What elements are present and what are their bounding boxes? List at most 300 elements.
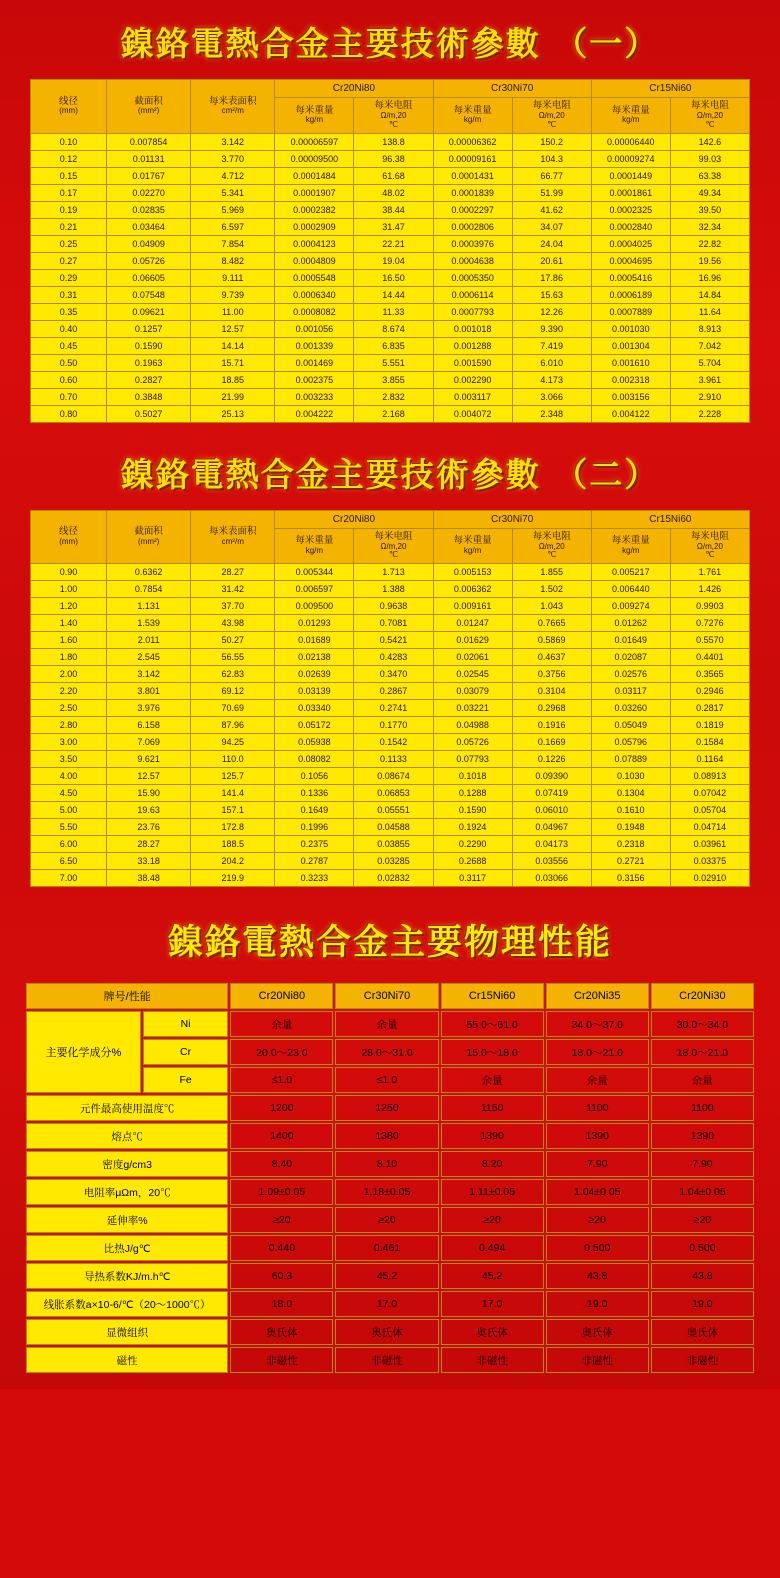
table-row [26,1347,754,1373]
table-cell: 15.90 [107,785,191,802]
table-row [31,700,750,717]
table-cell: 0.01689 [275,632,354,649]
table-cell: 0.02270 [107,184,191,201]
table-cell: 0.0006189 [591,286,670,303]
table-cell: 1.04±0.05 [651,1179,754,1205]
table-cell: 0.03340 [275,700,354,717]
table-cell: 157.1 [191,802,275,819]
table-cell: 0.009274 [591,598,670,615]
table-cell: 63.38 [670,167,749,184]
cell-wire-diameter: 5.50 [31,819,107,836]
table-row [31,269,750,286]
table-cell: 2.832 [354,388,433,405]
cell-wire-diameter: 0.10 [31,133,107,150]
table-cell: 0.0001907 [275,184,354,201]
table-cell: 0.002290 [433,371,512,388]
table-cell: 0.1018 [433,768,512,785]
table-cell: 0.04988 [433,717,512,734]
page-title-part1: 鎳鉻電熱合金主要技術參數 （一） [120,24,660,63]
cell-wire-diameter: 0.25 [31,235,107,252]
table-cell: 0.1649 [275,802,354,819]
table-cell: 20.61 [512,252,591,269]
table-cell: 4.173 [512,371,591,388]
row-header-property: 延伸率% [26,1207,228,1233]
table-cell: 0.2867 [354,683,433,700]
table-row [31,632,750,649]
table-cell: 219.9 [191,870,275,887]
section-spec-part1 [0,0,780,423]
table-cell: 0.006362 [433,581,512,598]
cell-wire-diameter: 1.00 [31,581,107,598]
group-header-cr20ni80: Cr20Ni80 [275,510,433,528]
table-cell: 0.1924 [433,819,512,836]
table-row [31,717,750,734]
table-cell: 20.0～23.0 [230,1039,333,1065]
table-row [26,1123,754,1149]
table-cell: 0.7276 [670,615,749,632]
physical-col-header-cr20ni80: Cr20Ni80 [230,983,333,1009]
row-header-property: 熔点℃ [26,1123,228,1149]
table-cell: 48.02 [354,184,433,201]
table-cell: 0.461 [335,1235,438,1261]
table-cell: 0.02087 [591,649,670,666]
table-cell: 5.551 [354,354,433,371]
table-cell: 0.01247 [433,615,512,632]
table-cell: 0.3104 [512,683,591,700]
table-cell: 61.68 [354,167,433,184]
table-cell: 0.05726 [107,252,191,269]
table-cell: 1.855 [512,564,591,581]
table-row [26,1319,754,1345]
col-header-surface [191,510,275,564]
table-cell: 0.0005548 [275,269,354,286]
table-cell: 奥氏体 [651,1319,754,1345]
cell-wire-diameter: 6.50 [31,853,107,870]
table-cell: 非磁性 [335,1347,438,1373]
spec-table-part2 [30,510,750,888]
table-row [31,388,750,405]
table-cell: 0.1030 [591,768,670,785]
table-row [31,235,750,252]
physical-table-body [26,1011,754,1373]
table-cell: 2.228 [670,405,749,422]
table-cell: 6.597 [191,218,275,235]
table-head-part1 [31,80,750,134]
row-header-property: 显微组织 [26,1319,228,1345]
table-cell: 0.01649 [591,632,670,649]
table-cell: 0.1770 [354,717,433,734]
table-cell: 8.482 [191,252,275,269]
table-wrapper-part2 [0,510,780,888]
table-cell: 0.009161 [433,598,512,615]
table-row [26,1095,754,1121]
table-cell: 0.00009161 [433,150,512,167]
table-row [26,1207,754,1233]
table-cell: 43.8 [651,1263,754,1289]
table-cell: 0.3233 [275,870,354,887]
table-cell: 奥氏体 [230,1319,333,1345]
table-cell: 0.2741 [354,700,433,717]
table-cell: 0.00006362 [433,133,512,150]
table-cell: 39.50 [670,201,749,218]
table-cell: 0.05726 [433,734,512,751]
table-row [31,303,750,320]
table-row [31,371,750,388]
table-cell: 1.713 [354,564,433,581]
table-cell: 3.142 [191,133,275,150]
table-cell: 11.64 [670,303,749,320]
table-cell: 1400 [230,1123,333,1149]
table-cell: 余量 [441,1067,544,1093]
table-cell: 0.3117 [433,870,512,887]
table-cell: 0.03260 [591,700,670,717]
table-cell: ≥20 [651,1207,754,1233]
table-row [31,218,750,235]
table-cell: 43.8 [546,1263,649,1289]
label-area-unit: (mm²) [137,106,160,116]
table-cell: 7.854 [191,235,275,252]
table-cell: 非磁性 [441,1347,544,1373]
table-cell: 22.82 [670,235,749,252]
table-cell: 0.06605 [107,269,191,286]
cell-wire-diameter: 1.60 [31,632,107,649]
table-cell: 17.86 [512,269,591,286]
table-cell: 0.2375 [275,836,354,853]
cell-wire-diameter: 7.00 [31,870,107,887]
cell-wire-diameter: 0.31 [31,286,107,303]
physical-properties-table [24,981,756,1375]
cell-wire-diameter: 0.35 [31,303,107,320]
table-row [31,150,750,167]
table-row [26,1235,754,1261]
table-cell: 0.003156 [591,388,670,405]
table-cell: 31.42 [191,581,275,598]
table-cell: 0.0006114 [433,286,512,303]
table-body-part2 [31,564,750,887]
table-cell: 5.969 [191,201,275,218]
table-cell: 0.03117 [591,683,670,700]
table-cell: 0.005153 [433,564,512,581]
table-cell: 0.0001449 [591,167,670,184]
table-cell: 0.0002382 [275,201,354,218]
cell-wire-diameter: 2.20 [31,683,107,700]
table-cell: 0.4283 [354,649,433,666]
cell-wire-diameter: 0.80 [31,405,107,422]
table-cell: 2.348 [512,405,591,422]
table-cell: 0.1963 [107,354,191,371]
table-cell: 9.739 [191,286,275,303]
table-cell: ≥20 [335,1207,438,1233]
table-cell: 7.90 [651,1151,754,1177]
table-cell: 1390 [441,1123,544,1149]
table-cell: 0.1948 [591,819,670,836]
table-cell: 0.002375 [275,371,354,388]
table-cell: 2.545 [107,649,191,666]
sub-header-resistance: 每米电阻 Ω/m,20 ℃ [670,98,749,134]
table-row [31,649,750,666]
table-cell: 16.50 [354,269,433,286]
group-header-cr15ni60: Cr15Ni60 [591,510,749,528]
table-cell: 0.009500 [275,598,354,615]
table-cell: 66.77 [512,167,591,184]
table-cell: 0.0005416 [591,269,670,286]
table-cell: 0.01293 [275,615,354,632]
table-cell: 0.05551 [354,802,433,819]
table-cell: 31.47 [354,218,433,235]
table-cell: 34.0～37.0 [546,1011,649,1037]
spec-table-part1 [30,79,750,423]
table-cell: 0.2946 [670,683,749,700]
label-surface: 每米表面积 [209,526,257,538]
table-cell: 22.21 [354,235,433,252]
table-cell: 1150 [441,1095,544,1121]
table-cell: 0.001018 [433,320,512,337]
table-cell: 0.001590 [433,354,512,371]
table-cell: 7.069 [107,734,191,751]
table-cell: 0.3756 [512,666,591,683]
table-cell: 0.00006440 [591,133,670,150]
table-cell: 0.04967 [512,819,591,836]
table-cell: 96.38 [354,150,433,167]
table-cell: 14.44 [354,286,433,303]
table-row [26,1011,754,1037]
label-wire-dia: 线径 [59,95,79,107]
group-header-cr30ni70: Cr30Ni70 [433,510,591,528]
table-cell: 0.1056 [275,768,354,785]
physical-corner-header: 牌号/性能 [26,983,228,1009]
table-head-part2 [31,510,750,564]
col-header-wire-diameter [31,510,107,564]
table-cell: 19.63 [107,802,191,819]
table-cell: 56.55 [191,649,275,666]
table-cell: 32.34 [670,218,749,235]
table-cell: 1100 [651,1095,754,1121]
table-cell: 0.3848 [107,388,191,405]
table-cell: 15.0～18.0 [441,1039,544,1065]
cell-wire-diameter: 0.19 [31,201,107,218]
table-row [31,734,750,751]
table-cell: 0.05704 [670,802,749,819]
table-cell: 0.1304 [591,785,670,802]
physical-col-header-cr15ni60: Cr15Ni60 [441,983,544,1009]
section-physical-properties [0,887,780,1375]
table-cell: 0.08674 [354,768,433,785]
table-cell: 0.004122 [591,405,670,422]
table-cell: 3.770 [191,150,275,167]
table-cell: 69.12 [191,683,275,700]
table-cell: 0.2688 [433,853,512,870]
table-cell: 0.1916 [512,717,591,734]
table-cell: 7.419 [512,337,591,354]
table-row [31,853,750,870]
table-cell: 0.1669 [512,734,591,751]
table-cell: 0.3156 [591,870,670,887]
table-cell: 3.801 [107,683,191,700]
table-cell: 41.62 [512,201,591,218]
table-cell: 0.002318 [591,371,670,388]
cell-wire-diameter: 0.27 [31,252,107,269]
table-cell: 28.0～31.0 [335,1039,438,1065]
table-cell: 0.003233 [275,388,354,405]
table-cell: 0.0002909 [275,218,354,235]
table-cell: 45.2 [335,1263,438,1289]
table-cell: 3.142 [107,666,191,683]
table-cell: 0.0005350 [433,269,512,286]
table-cell: 0.05049 [591,717,670,734]
table-cell: 0.9903 [670,598,749,615]
table-cell: 0.03066 [512,870,591,887]
table-cell: 0.0004025 [591,235,670,252]
table-cell: 0.03855 [354,836,433,853]
table-cell: 0.003117 [433,388,512,405]
sub-header-weight: 每米重量 kg/m [591,98,670,134]
sub-header-weight: 每米重量 kg/m [433,98,512,134]
table-cell: 99.03 [670,150,749,167]
table-cell: 余量 [546,1067,649,1093]
table-cell: 0.2318 [591,836,670,853]
table-cell: 奥氏体 [546,1319,649,1345]
table-cell: 0.0004809 [275,252,354,269]
table-cell: 0.03375 [670,853,749,870]
table-cell: 33.18 [107,853,191,870]
row-header-property: 电阻率μΩm，20℃ [26,1179,228,1205]
sub-header-resistance: 每米电阻 Ω/m,20 ℃ [512,98,591,134]
label-surface-unit: cm²/m [221,536,244,546]
table-cell: 0.0001431 [433,167,512,184]
table-cell: 0.9638 [354,598,433,615]
table-cell: 141.4 [191,785,275,802]
table-cell: 0.004222 [275,405,354,422]
table-wrapper-part1 [0,79,780,423]
table-cell: 0.1590 [433,802,512,819]
table-cell: 0.01767 [107,167,191,184]
table-cell: 0.04909 [107,235,191,252]
table-cell: 0.4401 [670,649,749,666]
table-cell: 23.76 [107,819,191,836]
table-cell: 2.011 [107,632,191,649]
cell-wire-diameter: 3.00 [31,734,107,751]
table-row [31,167,750,184]
table-cell: 25.13 [191,405,275,422]
cell-wire-diameter: 1.80 [31,649,107,666]
table-cell: 0.03961 [670,836,749,853]
table-row [31,354,750,371]
table-cell: 16.96 [670,269,749,286]
table-cell: 51.99 [512,184,591,201]
sub-header-resistance: 每米电阻 Ω/m,20 ℃ [354,528,433,564]
sub-header-weight: 每米重量 kg/m [275,528,354,564]
table-cell: 21.99 [191,388,275,405]
table-cell: 非磁性 [546,1347,649,1373]
table-cell: 11.33 [354,303,433,320]
table-cell: 19.56 [670,252,749,269]
table-cell: 1.388 [354,581,433,598]
table-cell: 104.3 [512,150,591,167]
row-header-property: 密度g/cm3 [26,1151,228,1177]
table-cell: 0.02576 [591,666,670,683]
table-cell: 0.07793 [433,751,512,768]
table-cell: 2.910 [670,388,749,405]
table-cell: 3.976 [107,700,191,717]
table-row [31,201,750,218]
col-header-area [107,80,191,134]
table-cell: 0.1584 [670,734,749,751]
table-cell: 28.27 [191,564,275,581]
table-cell: 0.2290 [433,836,512,853]
table-cell: 34.07 [512,218,591,235]
cell-wire-diameter: 0.50 [31,354,107,371]
table-cell: 0.2968 [512,700,591,717]
table-cell: 0.1164 [670,751,749,768]
table-cell: 11.00 [191,303,275,320]
table-row [31,683,750,700]
table-cell: 0.0007793 [433,303,512,320]
sub-header-weight: 每米重量 kg/m [591,528,670,564]
cell-wire-diameter: 0.70 [31,388,107,405]
table-cell: 0.07419 [512,785,591,802]
cell-wire-diameter: 2.00 [31,666,107,683]
table-cell: 55.0～61.0 [441,1011,544,1037]
table-cell: 0.0001484 [275,167,354,184]
table-cell: 0.03285 [354,853,433,870]
table-cell: 110.0 [191,751,275,768]
table-cell: 0.4637 [512,649,591,666]
table-cell: 6.835 [354,337,433,354]
table-cell: 0.005344 [275,564,354,581]
table-cell: 0.7854 [107,581,191,598]
table-row [31,598,750,615]
table-cell: 1.502 [512,581,591,598]
table-cell: 0.1336 [275,785,354,802]
table-cell: 1380 [335,1123,438,1149]
table-cell: 1.539 [107,615,191,632]
table-cell: 1.09±0.05 [230,1179,333,1205]
cell-wire-diameter: 6.00 [31,836,107,853]
table-cell: 0.5027 [107,405,191,422]
label-wire-dia-unit: (mm) [59,536,78,546]
table-cell: 0.1288 [433,785,512,802]
table-cell: 0.0006340 [275,286,354,303]
table-cell: 9.390 [512,320,591,337]
table-cell: 125.7 [191,768,275,785]
table-cell: 0.0004638 [433,252,512,269]
table-cell: 188.5 [191,836,275,853]
table-cell: 28.27 [107,836,191,853]
table-cell: 0.1257 [107,320,191,337]
table-row [31,666,750,683]
table-cell: 1.426 [670,581,749,598]
table-cell: 0.7081 [354,615,433,632]
table-cell: 60.3 [230,1263,333,1289]
table-cell: 0.004072 [433,405,512,422]
table-cell: 0.02835 [107,201,191,218]
table-cell: 0.02545 [433,666,512,683]
table-cell: 0.01131 [107,150,191,167]
table-cell: 非磁性 [230,1347,333,1373]
table-cell: 7.042 [670,337,749,354]
physical-col-header-cr30ni70: Cr30Ni70 [335,983,438,1009]
table-cell: 0.0002806 [433,218,512,235]
table-row [31,405,750,422]
table-cell: 1390 [651,1123,754,1149]
section-spec-part2 [0,423,780,888]
label-wire-dia-unit: (mm) [59,106,78,116]
table-cell: 1.11±0.05 [441,1179,544,1205]
table-row [31,870,750,887]
table-cell: 0.1226 [512,751,591,768]
row-header-property: 比热J/g℃ [26,1235,228,1261]
page-title-physical: 鎳鉻電熱合金主要物理性能 [167,922,612,964]
